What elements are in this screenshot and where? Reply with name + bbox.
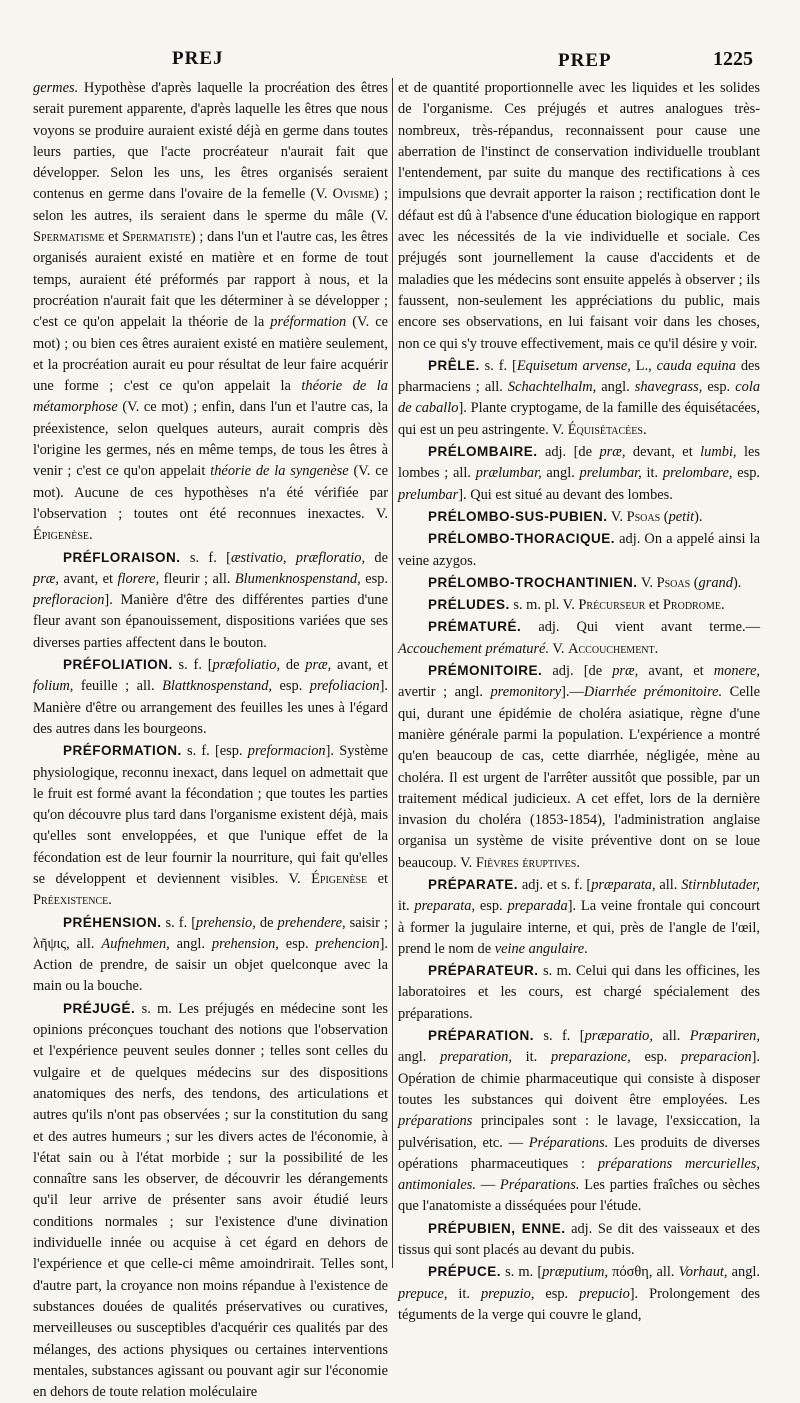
entry-text: s. f. [	[479, 357, 517, 374]
entry-text: Celle qui, durant une épidémie de choléra asiatique, règne d'une manière générale parmi la population. L'expérience a montré qu'en beaucoup de cas, cette diarrhée, négligée, mène au choléra. Il est urgent de l'arrêter aussitôt que possible, par un traitement médical judicieux. A cet effet, lors de la dernière invasion du choléra (1853-1854), l'administration anglaise organisa un système de visite préventive dont on se loue beaucoup. V.	[398, 684, 761, 871]
entry-text: , esp.	[530, 1285, 580, 1302]
italic-text: præ,	[612, 663, 639, 680]
italic-text: germes.	[33, 80, 79, 96]
right-column	[398, 78, 761, 1323]
entry-prelombo-thoracique	[398, 528, 760, 572]
italic-text: prælumbar,	[475, 465, 542, 482]
italic-text: Accouchement prématuré.	[398, 640, 550, 657]
entry-text: avant, et	[59, 570, 118, 587]
entry-text: , esp.	[471, 898, 508, 915]
entry-text: adj. Qui vient avant terme.—	[521, 619, 760, 636]
italic-text: Blattknospenstand,	[162, 678, 273, 695]
entry-text: .	[584, 940, 588, 957]
italic-text: shavegrass,	[634, 379, 703, 396]
italic-text: Aufnehmen,	[101, 935, 170, 952]
italic-text: lumbi,	[700, 444, 737, 461]
headword: PRÉPARATION.	[428, 1028, 535, 1044]
italic-text: preparata	[414, 898, 472, 915]
headword: PRÉLOMBAIRE.	[428, 444, 538, 460]
entry-prelombaire	[398, 441, 760, 506]
italic-text: preparada	[507, 898, 568, 915]
entry-prefloraison	[33, 547, 388, 654]
entry-text: (V. ce mot) ; ou bien ces êtres auraient existé en matière seulement, et la procréation aurait eu pour résultat de leur faire acquérir une forme ; c'est ce qu'on appelait la	[33, 314, 388, 395]
entry-text: V.	[607, 508, 627, 525]
cross-reference: Fièvres éruptives	[475, 854, 577, 871]
italic-text: Blumenknospenstand,	[234, 570, 361, 587]
italic-text: florere,	[117, 570, 160, 587]
entry-text: angl.	[169, 935, 212, 952]
italic-text: cola de caballo	[398, 379, 761, 417]
italic-text: Stirnblutader,	[681, 876, 760, 893]
entry-text: ) ; selon les autres, ils seraient dans le sperme du mâle (V.	[33, 186, 388, 224]
entry-text: V.	[549, 640, 569, 657]
entry-text: Les produits de diverses opérations pharmaceutiques :	[398, 1134, 760, 1172]
entry-text: s. m. Celui qui dans les officines, les laboratoires et les cours, est chargé spécialement des préparations.	[398, 963, 760, 1022]
entry-prefoliation	[33, 654, 388, 740]
entry-text: s. f. [	[534, 1028, 585, 1045]
headword: PRÉMATURÉ.	[428, 619, 522, 635]
entry-text: (	[660, 508, 669, 525]
entry-text: s. f. [esp.	[181, 743, 248, 760]
italic-text: præputium,	[542, 1264, 609, 1281]
entry-preludes	[398, 594, 760, 616]
cross-reference: Prodrome	[662, 597, 721, 614]
entry-text: s. f. [	[172, 657, 213, 674]
entry-text: .	[720, 597, 725, 614]
italic-text: cauda equina	[656, 357, 736, 374]
italic-text: preparazione,	[550, 1049, 631, 1066]
cross-reference: Ovisme	[332, 186, 375, 203]
entry-text: de	[280, 657, 306, 674]
entry-text: .	[108, 892, 112, 909]
italic-text: prehendere,	[277, 914, 346, 931]
entry-text: esp.	[702, 379, 736, 396]
cross-reference: Spermatiste	[122, 229, 191, 246]
headword: PRÉPARATEUR.	[428, 963, 539, 979]
italic-text: grand	[698, 574, 733, 591]
cross-reference: Précurseur	[578, 597, 646, 614]
entry-text: ]. Plante cryptogame, de la famille des équisétacées, qui est un peu astringente. V.	[398, 400, 760, 438]
italic-text: Préparations.	[528, 1134, 609, 1151]
entry-text: ]. Action de prendre, de saisir un objet quelconque avec la main ou la bouche.	[33, 935, 389, 995]
entry-text: .	[89, 527, 93, 544]
entry-text: des pharmaciens ; all.	[398, 357, 761, 396]
entry-text: —	[475, 1177, 500, 1194]
headword: PRÉJUGÉ.	[63, 1000, 136, 1016]
entry-text: fleurir ; all.	[159, 570, 235, 587]
headword: PRÊLE.	[428, 357, 480, 373]
entry-text: , it.	[443, 1285, 481, 1302]
italic-text: prefloracion	[33, 592, 105, 609]
headword: PRÉLOMBO-THORACIQUE.	[428, 531, 615, 547]
italic-text: prepuzio	[480, 1285, 531, 1302]
italic-text: præparatio,	[584, 1028, 653, 1045]
italic-text: Vorhaut,	[678, 1264, 728, 1281]
italic-text: folium,	[33, 678, 74, 695]
entry-text: saisir ; λῆψις, all.	[33, 914, 388, 952]
entry-text: (	[690, 574, 699, 591]
italic-text: prehencion	[315, 935, 380, 952]
entry-text: adj. [de	[537, 444, 600, 461]
italic-text: Præpariren,	[689, 1028, 760, 1045]
italic-text: théorie de la métamorphose	[33, 378, 388, 416]
entry-text: ]. Manière d'être des différentes parties d'une fleur avant son épanouissement, dispositions variées que ses diverses parties affectent dans le bouton.	[33, 592, 388, 651]
italic-text: préformation	[270, 314, 347, 331]
headword: PRÉMONITOIRE.	[428, 663, 543, 679]
entry-text: ) ; dans l'un et l'autre cas, les êtres organisés auraient existé en matière et en forme de tout temps, auraient été préformés par rapport à nous, et la procréation n'aurait fait que les déterminer à se développer ; c'est ce qu'on appelait la théorie de la	[33, 229, 388, 331]
headword: PRÉPARATE.	[428, 876, 519, 892]
italic-text: Préparations.	[499, 1177, 580, 1194]
cross-reference: Épigenèse	[33, 527, 90, 544]
italic-text: præparata,	[591, 876, 656, 893]
entry-text: ]. Prolongement des téguments de la verge qui couvre le gland,	[398, 1285, 761, 1323]
page-number: 1225	[713, 48, 753, 70]
entry-preparate	[398, 874, 760, 960]
entry-text: angl.	[541, 465, 580, 482]
entry-text: esp.	[732, 465, 761, 482]
entry-text: .	[642, 421, 647, 438]
column-divider	[392, 78, 393, 1268]
italic-text: præ,	[305, 657, 332, 674]
entry-text: Hypothèse d'après laquelle la procréation des êtres serait purement apparente, d'après laquelle les êtres que nous voyons se produire auraient existé déjà en germe dans toutes leurs parties, que l'acte procréateur n'aurait fait que développer. Selon les uns, les êtres organisés seraient contenus en germe dans l'ovaire de la femelle (V.	[33, 80, 388, 203]
entry-text: adj. et s. f. [	[518, 876, 592, 893]
entry-prelombo-trochantinien	[398, 572, 760, 594]
entry-text: feuille ; all.	[73, 678, 163, 695]
headword: PRÉLOMBO-TROCHANTINIEN.	[428, 574, 638, 590]
headword: PRÉPUBIEN, ENNE.	[428, 1220, 566, 1236]
entry-text: esp.	[272, 678, 310, 695]
italic-text: Diarrhée prémonitoire.	[583, 684, 723, 701]
italic-text: præfoliatio,	[212, 657, 281, 674]
entry-germes	[33, 78, 388, 547]
entry-text: .	[654, 640, 659, 657]
entry-text: it.	[511, 1049, 551, 1066]
entry-text: et de quantité proportionnelle avec les liquides et les solides de l'organisme. Ces préjugés et autres analogues très-nombreux, très-répandus, reconnaissent pour cause une aberration de l'instinct de conservation individuelle troublant l'entendement, par suite du manque des rectifications à ces impulsions que devrait apporter la raison ; rectification dont le défaut est dû à l'absence d'une éducation biologique en rapport avec les nécessités de la vie individuelle et sociale. Ces préjugés sont journellement la cause d'accidents et de maladies que les médecins sont ensuite appelés à observer ; ils faussent, non-seulement les appréciations du public, mais encore ses observations, en lui faisant voir dans les choses, non ce qui s'y trouve effectivement, mais ce qu'il désire y voir.	[398, 80, 760, 352]
entry-text: principales sont : le lavage, l'exsiccation, la pulvérisation, etc. —	[398, 1113, 760, 1151]
italic-text: prelumbar	[398, 486, 459, 503]
entry-text: esp.	[360, 570, 388, 587]
italic-text: preformacion	[247, 743, 326, 760]
italic-text: preparacion	[680, 1049, 752, 1066]
headword: PRÉFORMATION.	[63, 743, 182, 759]
italic-text: théorie de la syngenèse	[210, 463, 349, 480]
italic-text: préparations mercurielles, antimoniales.	[398, 1155, 760, 1194]
italic-text: préparations	[398, 1113, 473, 1130]
headword: PRÉHENSION.	[63, 914, 162, 930]
italic-text: prehensio,	[196, 914, 256, 931]
entry-text: s. f. [	[161, 914, 197, 931]
cross-reference: Épigenèse	[311, 870, 368, 887]
italic-text: præ,	[599, 444, 626, 461]
italic-text: præ,	[33, 570, 59, 587]
cross-reference: Préexistence	[33, 892, 109, 909]
entry-prejuge-cont	[398, 78, 760, 355]
entry-preparation	[398, 1025, 760, 1218]
entry-text: it.	[641, 465, 663, 482]
entry-prele	[398, 355, 760, 441]
entry-text: esp.	[630, 1049, 681, 1066]
running-header	[0, 44, 800, 76]
entry-prehension	[33, 912, 388, 998]
entry-text: s. f. [	[180, 549, 231, 566]
entry-text: angl.	[596, 379, 635, 396]
entry-text: angl.	[398, 1049, 441, 1066]
entry-text: all.	[652, 1028, 690, 1045]
entry-text: de	[255, 914, 278, 931]
entry-prepuce	[398, 1261, 760, 1326]
entry-prelombo-sus-pubien	[398, 506, 760, 528]
entry-prepubien	[398, 1218, 760, 1262]
entry-text: ).	[694, 508, 703, 525]
italic-text: monere,	[713, 663, 760, 680]
entry-premonitoire	[398, 660, 760, 874]
entry-text: angl.	[727, 1264, 760, 1281]
cross-reference: Psoas	[656, 574, 691, 591]
header-left-guideword: PREJ	[172, 48, 224, 69]
italic-text: æstivatio, præfloratio,	[230, 549, 366, 566]
entry-text: Les parties fraîches ou sèches que l'anatomiste a disséquées pour l'étude.	[398, 1177, 760, 1215]
entry-text: (V. ce mot) ; enfin, dans l'un et l'autre cas, la préexistence, selon quelques auteurs, aurait compris dès l'origine les germes, nés en même temps, de tous les êtres à venir ; c'est ce qu'on appelait	[33, 399, 388, 480]
entry-text: πόσθη, all.	[608, 1264, 679, 1281]
header-center-guideword: PREP	[558, 50, 612, 71]
headword: PRÉFOLIATION.	[63, 657, 173, 673]
entry-text: ]. La veine frontale qui concourt à former la jugulaire interne, et qui, près de l'angle de l'œil, prend le nom de	[398, 898, 760, 957]
cross-reference: Équisétacées	[567, 421, 643, 438]
entry-text: .	[576, 854, 580, 871]
headword: PRÉPUCE.	[428, 1264, 502, 1280]
entry-text: et	[367, 870, 388, 887]
entry-text: L.,	[630, 357, 657, 374]
entry-text: s. m. [	[501, 1264, 543, 1281]
left-column	[33, 78, 389, 1401]
entry-text: avant, et	[638, 663, 714, 680]
entry-preparateur	[398, 960, 760, 1025]
italic-text: prehension,	[211, 935, 279, 952]
entry-preformation	[33, 740, 388, 911]
entry-text: adj. [de	[542, 663, 613, 680]
entry-text: de	[365, 549, 388, 566]
entry-text: all.	[655, 876, 682, 893]
italic-text: premonitory	[490, 684, 562, 701]
entry-text: et	[104, 229, 123, 246]
entry-text: ]. Qui est situé au devant des lombes.	[458, 486, 673, 503]
entry-text: (V. ce mot). Aucune de ces hypothèses n'a été vérifiée par l'observation ; toutes ont été reconnues inexactes. V.	[33, 463, 388, 522]
cross-reference: Psoas	[626, 508, 661, 525]
headword: PRÉFLORAISON.	[63, 549, 181, 565]
entry-text: avant, et	[331, 657, 388, 674]
entry-text: ]. Opération de chimie pharmaceutique qui consiste à disposer toutes les substances qui doivent être employées. Les	[398, 1049, 760, 1108]
entry-text: ]. Système physiologique, reconnu inexact, dans lequel on admettait que le fruit est formé avant la fécondation ; que toutes les parties qu'on découvre plus tard dans l'organisme existent déjà, mais qu'elles sont enveloppées, et que l'unique effet de la fécondation est de leur fournir la nourriture, qui fait qu'elles se développent et deviennent visibles. V.	[33, 743, 388, 887]
entry-text: avertir ; angl.	[398, 684, 491, 701]
entry-text: ).	[732, 574, 742, 591]
headword: PRÉLOMBO-SUS-PUBIEN.	[428, 508, 608, 524]
entry-premature	[398, 616, 760, 660]
entry-text: et	[645, 597, 663, 614]
italic-text: prefoliacion	[309, 678, 380, 695]
cross-reference: Spermatisme	[33, 229, 105, 246]
entry-prejuge	[33, 998, 388, 1403]
entry-text: devant, et	[625, 444, 701, 461]
entry-text: les lombes ; all.	[398, 444, 760, 482]
italic-text: Equisetum arvense,	[516, 357, 631, 374]
entry-text: V.	[637, 574, 657, 591]
entry-text: adj. On a appelé ainsi la veine azygos.	[398, 531, 760, 569]
entry-text: ].—	[561, 684, 584, 701]
entry-text: esp.	[278, 935, 316, 952]
entry-text: adj. Se dit des vaisseaux et des tissus qui sont placés au devant du pubis.	[398, 1220, 760, 1259]
entry-text: s. m. pl. V.	[509, 597, 579, 614]
headword: PRÉLUDES.	[428, 597, 510, 613]
italic-text: prepucio	[579, 1285, 630, 1302]
italic-text: prelumbar,	[579, 465, 642, 482]
entry-text: it.	[398, 898, 415, 915]
italic-text: Schachtelhalm,	[507, 379, 597, 396]
italic-text: prelombare,	[662, 465, 733, 482]
entry-text: s. m. Les préjugés en médecine sont les opinions préconçues touchant des notions que l'observation et l'expérience peuvent seules donner ; telles sont celles du vulgaire et de quelques médecins sur des dispositions anatomiques des nerfs, des tendons, des articulations et autres qu'ils n'ont pas observées ; sur la constitution du sang et des autres humeurs ; sur les divers actes de l'économie, à l'état sain ou à l'état morbide ; sur la possibilité de les connaître sans les observer, de découvrir les dérangements qu'il leur arrive de présenter sans avoir étudié leurs conditions normales ; sur l'existence d'une divination individuelle innée ou acquise à cet égard en dehors de l'expérience et que celle-ci même amoindrirait. Telles sont, d'autre part, la croyance non moins répandue à l'existence de substances douées de qualités préservatives ou curatives, merveilleuses ou susceptibles d'acquérir ces qualités par des mélanges, des actions physiques ou certaines interventions mentales, substances agissant ou pouvant agir sur l'économie en dehors de toute relation moléculaire	[33, 1000, 388, 1401]
italic-text: preparation,	[440, 1049, 512, 1066]
italic-text: petit	[668, 508, 695, 525]
italic-text: veine angulaire	[494, 940, 585, 957]
entry-text: ]. Manière d'être ou arrangement des feuilles les unes à l'égard des autres dans les bourgeons.	[33, 678, 388, 737]
cross-reference: Accouchement	[568, 640, 655, 657]
italic-text: prepuce	[398, 1285, 444, 1302]
